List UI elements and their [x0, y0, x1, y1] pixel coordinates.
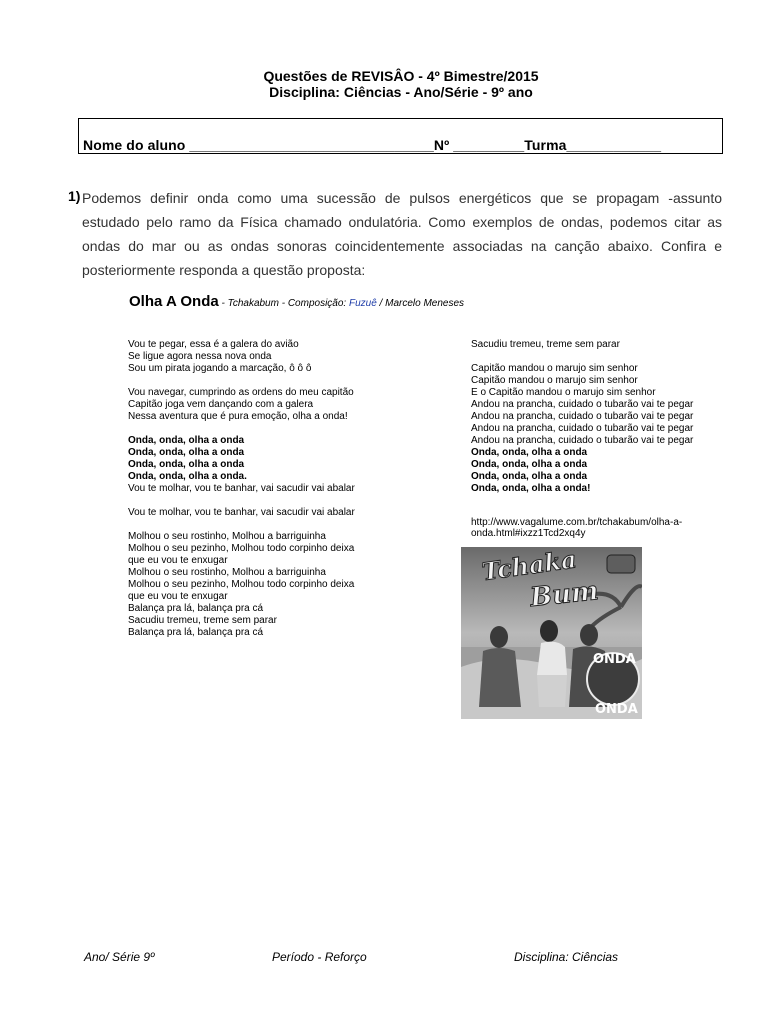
lyric-line: Balança pra lá, balança pra cá — [128, 603, 264, 614]
song-title-line — [129, 293, 464, 310]
lyric-line: Vou te molhar, vou te banhar, vai sacudir vai abalar — [128, 483, 355, 494]
header-subtitle: Disciplina: Ciências - Ano/Série - 9º ano — [269, 84, 533, 100]
lyric-line: Onda, onda, olha a onda — [128, 447, 245, 458]
lyric-line: Onda, onda, olha a onda — [471, 459, 588, 470]
lyric-line: Molhou o seu pezinho, Molhou todo corpinho deixa — [128, 543, 355, 554]
lyric-line: que eu vou te enxugar — [128, 555, 228, 566]
lyric-line: Sacudiu tremeu, treme sem parar — [471, 339, 620, 350]
lyric-line: Molhou o seu rostinho, Molhou a barriguinha — [128, 567, 326, 578]
lyric-line: Nessa aventura que é pura emoção, olha a onda! — [128, 411, 348, 422]
footer-subject: Disciplina: Ciências — [514, 950, 619, 964]
lyric-line: Sacudiu tremeu, treme sem parar — [128, 615, 277, 626]
lyric-line: Capitão mandou o marujo sim senhor — [471, 363, 638, 374]
lyric-line: Sou um pirata jogando a marcação, ô ô ô — [128, 363, 312, 374]
document-header — [0, 68, 768, 100]
cover-logo-line1: Tchaka — [480, 547, 579, 587]
lyric-line: Vou navegar, cumprindo as ordens do meu capitão — [128, 387, 354, 398]
song-artist: Tchakabum — [227, 298, 279, 309]
lyrics-left-column — [128, 339, 355, 639]
song-title: Olha A Onda — [129, 293, 219, 310]
lyric-line — [471, 351, 693, 363]
header-title: Questões de REVISÂO - 4º Bimestre/2015 — [263, 68, 539, 84]
lyric-line — [128, 495, 355, 507]
lyric-line: que eu vou te enxugar — [128, 591, 228, 602]
lyric-line: Onda, onda, olha a onda — [128, 435, 245, 446]
footer-grade: Ano/ Série 9º — [84, 950, 155, 964]
song-sep: - — [218, 298, 228, 309]
lyric-line: Capitão mandou o marujo sim senhor — [471, 375, 638, 386]
student-info-box — [78, 118, 723, 154]
lyric-line: Onda, onda, olha a onda — [128, 459, 245, 470]
question-text: Podemos definir onda como uma sucessão de pulsos energéticos que se propagam -assunto estudado pelo ramo da Física chamado ondulatória. Como exemplos de ondas, podemos citar as ondas do mar ou as ondas sonoras coincidentemente associadas na canção abaixo. Confira e posteriormente responda a questão proposta: — [82, 190, 722, 278]
lyric-line — [128, 519, 355, 531]
student-name-line: Nome do aluno _______________________________Nº _________Turma____________ — [83, 137, 662, 153]
lyrics-right-column — [471, 339, 693, 495]
lyric-line: Onda, onda, olha a onda — [471, 471, 588, 482]
lyric-line: Balança pra lá, balança pra cá — [128, 627, 264, 638]
source-url[interactable]: http://www.vagalume.com.br/tchakabum/olha-a-onda.html#ixzz1Tcd2xq4y — [471, 517, 683, 539]
lyric-line: Andou na prancha, cuidado o tubarão vai te pegar — [471, 423, 694, 434]
lyric-line: Se ligue agora nessa nova onda — [128, 351, 272, 362]
footer-period: Período - Reforço — [272, 950, 367, 964]
lyric-line — [128, 375, 355, 387]
lyric-line: Molhou o seu pezinho, Molhou todo corpinho deixa — [128, 579, 355, 590]
song-composer-label: - Composição: — [278, 298, 349, 309]
lyric-line: Onda, onda, olha a onda! — [471, 483, 591, 494]
lyric-line: Vou te molhar, vou te banhar, vai sacudir vai abalar — [128, 507, 355, 518]
lyric-line: Andou na prancha, cuidado o tubarão vai te pegar — [471, 435, 694, 446]
cover-badge-text: ONDA — [593, 652, 636, 667]
lyric-line — [128, 423, 355, 435]
lyric-line: Capitão joga vem dançando com a galera — [128, 399, 314, 410]
lyric-line: Onda, onda, olha a onda. — [128, 471, 247, 482]
lyric-line: Vou te pegar, essa é a galera do avião — [128, 339, 299, 350]
album-cover-image — [461, 547, 642, 719]
song-composer-link[interactable]: Fuzuê — [348, 298, 377, 309]
cover-badge-text-2: ONDA — [595, 702, 638, 717]
lyric-line: Molhou o seu rostinho, Molhou a barriguinha — [128, 531, 326, 542]
lyric-line: Andou na prancha, cuidado o tubarão vai te pegar — [471, 399, 694, 410]
lyric-line: Andou na prancha, cuidado o tubarão vai te pegar — [471, 411, 694, 422]
song-composer-2: / Marcelo Meneses — [376, 298, 465, 309]
cover-logo-line2: Bum — [528, 576, 600, 614]
lyric-line: E o Capitão mandou o marujo sim senhor — [471, 387, 656, 398]
lyric-line: Onda, onda, olha a onda — [471, 447, 588, 458]
question-number: 1) — [68, 188, 81, 204]
